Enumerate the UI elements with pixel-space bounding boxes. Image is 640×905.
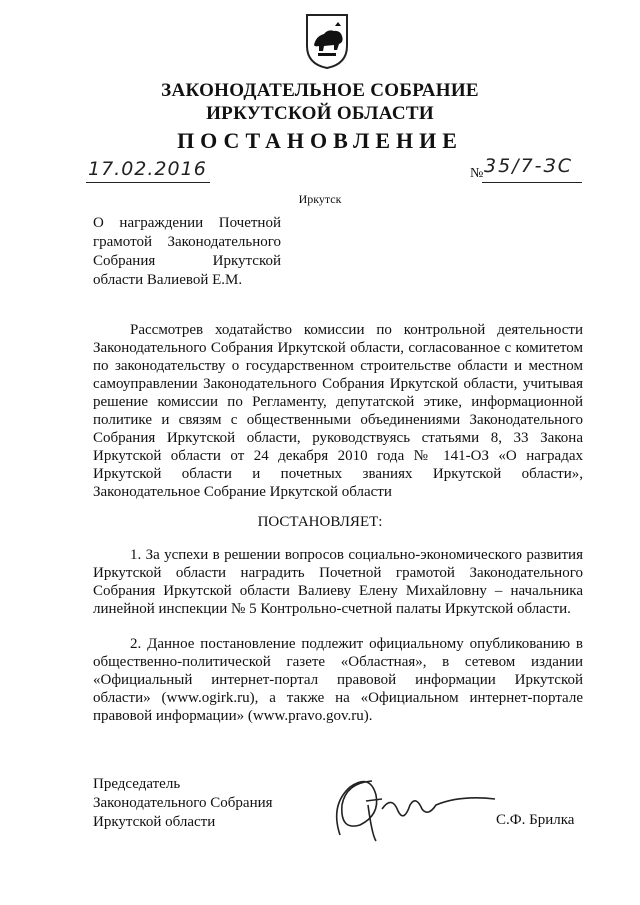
signatory-title bbox=[93, 775, 273, 832]
signatory-title-line1: Председатель bbox=[93, 776, 181, 792]
document-number: 35/7-ЗС bbox=[484, 155, 573, 177]
signatory-title-line3: Иркутской области bbox=[93, 814, 216, 830]
number-prefix: № bbox=[470, 166, 484, 181]
handwritten-signature bbox=[310, 765, 500, 845]
resolution-item-1: 1. За успехи в решении вопросов социально-экономического развития Иркутской области наградить Почетной грамотой Законодательного Собрания Иркутской области Валиеву Елену Михайловну – начальника линейной инспекции № 5 Контрольно-счетной палаты Иркутской области. bbox=[93, 547, 583, 617]
signatory-title-line2: Законодательного Собрания bbox=[93, 795, 273, 811]
signatory-name: С.Ф. Брилка bbox=[496, 812, 575, 828]
preamble-paragraph: Рассмотрев ходатайство комиссии по контрольной деятельности Законодательного Собрания Иркутской области, согласованное с комитетом по законодательству о государственном строительстве области и местном самоуправлении Законодательного Собрания Иркутской области, учитывая решение комиссии по Регламенту, депутатской этике, информационной политике и связям с общественными объединениями Законодательного Собрания Иркутской области, руководствуясь статьями 8, 33 Закона Иркутской области от 24 декабря 2010 года № 141-ОЗ «О наградах Иркутской области и почетных званиях Иркутской области», Законодательное Собрание Иркутской области bbox=[93, 322, 583, 500]
document-subject: О награждении Почетной грамотой Законодательного Собрания Иркутской области Валиевой Е.М. bbox=[93, 215, 281, 288]
resolves-heading: ПОСТАНОВЛЯЕТ: bbox=[257, 514, 383, 530]
number-underline bbox=[482, 182, 582, 183]
city-name: Иркутск bbox=[298, 192, 342, 206]
coat-of-arms-icon bbox=[304, 12, 350, 70]
organization-name-line2: ИРКУТСКОЙ ОБЛАСТИ bbox=[206, 103, 434, 124]
document-type-title: ПОСТАНОВЛЕНИЕ bbox=[177, 128, 463, 153]
organization-name-line1: ЗАКОНОДАТЕЛЬНОЕ СОБРАНИЕ bbox=[161, 80, 479, 101]
date-underline bbox=[86, 182, 210, 183]
document-date: 17.02.2016 bbox=[88, 158, 207, 180]
resolution-item-2: 2. Данное постановление подлежит официальному опубликованию в общественно-политической газете «Областная», в сетевом издании «Официальный интернет-портал правовой информации Иркутской области» (www.ogirk.ru), а также на «Официальном интернет-портале правовой информации» (www.pravo.gov.ru). bbox=[93, 636, 583, 724]
